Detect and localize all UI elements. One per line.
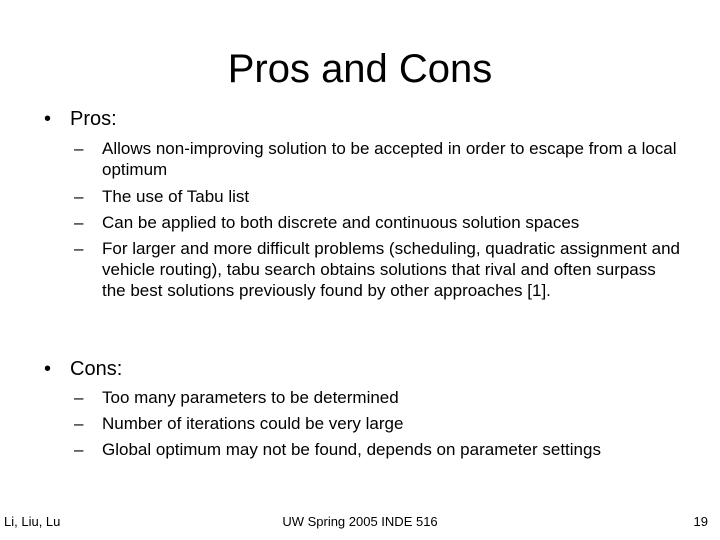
- bullet-icon: •: [44, 108, 52, 130]
- cons-heading: [44, 357, 122, 381]
- cons-heading-label: Cons:: [70, 358, 123, 380]
- bullet-icon: •: [44, 358, 52, 380]
- list-item-text: Number of iterations could be very large: [102, 414, 404, 433]
- list-item-text: Too many parameters to be determined: [102, 388, 399, 407]
- pros-heading: [44, 107, 117, 131]
- footer-authors: Li, Liu, Lu: [4, 514, 61, 529]
- list-item: [74, 186, 684, 207]
- pros-list: [74, 138, 684, 301]
- slide-title: Pros and Cons: [227, 47, 493, 91]
- dash-icon: –: [74, 440, 84, 459]
- list-item: [74, 387, 684, 408]
- page-number: 19: [693, 514, 708, 529]
- footer-course: UW Spring 2005 INDE 516: [282, 514, 438, 529]
- list-item: [74, 212, 684, 233]
- list-item: [74, 439, 684, 460]
- list-item-text: Can be applied to both discrete and continuous solution spaces: [102, 213, 580, 232]
- list-item: [74, 138, 684, 180]
- cons-list: [74, 387, 684, 460]
- list-item-text: Global optimum may not be found, depends on parameter settings: [102, 440, 601, 459]
- list-item: [74, 238, 684, 301]
- dash-icon: –: [74, 414, 84, 433]
- list-item-text: For larger and more difficult problems (scheduling, quadratic assignment and vehicle routing), tabu search obtains solutions that rival and often surpass the best solutions previously found by other approaches [1].: [102, 239, 680, 300]
- list-item-text: Allows non-improving solution to be accepted in order to escape from a local optimum: [102, 139, 677, 179]
- dash-icon: –: [74, 388, 84, 407]
- dash-icon: –: [74, 239, 84, 258]
- dash-icon: –: [74, 187, 84, 206]
- dash-icon: –: [74, 139, 84, 158]
- dash-icon: –: [74, 213, 84, 232]
- list-item: [74, 413, 684, 434]
- list-item-text: The use of Tabu list: [102, 187, 250, 206]
- pros-heading-label: Pros:: [70, 108, 117, 130]
